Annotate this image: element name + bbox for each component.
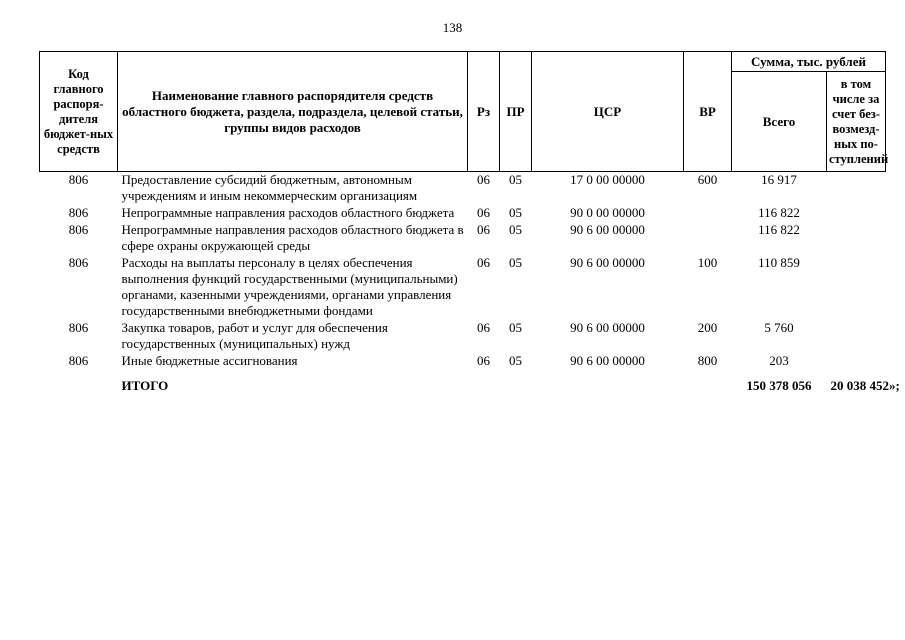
totals-spacer [532,370,684,394]
row-name: Предоставление субсидий бюджетным, автономным учреждениям и иным некоммерческим организациям [121,172,418,203]
row-pr: 05 [509,353,522,368]
row-pr: 05 [509,172,522,187]
row-vr [684,205,732,222]
totals-total: 150 378 056 [746,378,812,393]
totals-spacer [684,370,732,394]
row-name: Непрограммные направления расходов областного бюджета [121,205,455,220]
row-total: 116 822 [758,205,800,220]
table-row [40,353,886,370]
row-vr: 600 [697,172,718,187]
row-total: 203 [769,353,789,368]
budget-table [39,51,900,394]
row-code: 806 [68,320,89,335]
totals-spacer [468,370,500,394]
totals-row [40,370,886,394]
header-name: Наименование главного распорядителя средств областного бюджета, раздела, подраздела, целевой статьи, группы видов расходов [118,52,468,172]
row-csr: 90 6 00 00000 [570,222,645,237]
header-csr: ЦСР [532,52,684,172]
header-total: Всего [732,72,827,172]
row-incl [827,222,886,255]
header-vr: ВР [684,52,732,172]
row-total: 16 917 [761,172,797,187]
header-code: Код главного распоря-дителя бюджет-ных средств [40,52,118,172]
row-vr [684,222,732,255]
row-pr: 05 [509,222,522,237]
row-rz: 06 [477,172,490,187]
table-row [40,222,886,255]
header-rz: Рз [468,52,500,172]
row-incl [827,255,886,320]
totals-label: ИТОГО [121,378,169,393]
row-code: 806 [68,205,89,220]
row-rz: 06 [477,222,490,237]
table-row [40,320,886,353]
row-rz: 06 [477,255,490,270]
totals-incl: 20 038 452»; [830,378,900,393]
row-csr: 90 6 00 00000 [570,320,645,335]
table-row [40,172,886,206]
row-pr: 05 [509,205,522,220]
totals-spacer [40,370,118,394]
row-code: 806 [68,172,89,187]
row-csr: 90 0 00 00000 [570,205,645,220]
row-incl [827,353,886,370]
row-incl [827,172,886,206]
row-name: Непрограммные направления расходов областного бюджета в сфере охраны окружающей среды [121,222,464,253]
row-vr: 200 [697,320,718,335]
page-number: 138 [442,20,463,35]
table-row [40,205,886,222]
row-csr: 90 6 00 00000 [570,255,645,270]
totals-spacer [500,370,532,394]
row-rz: 06 [477,320,490,335]
header-incl: в том числе за счет без-возмезд-ных по-ступлений [827,72,886,172]
row-name: Закупка товаров, работ и услуг для обеспечения государственных (муниципальных) нужд [121,320,388,351]
table-row [40,255,886,320]
row-total: 5 760 [764,320,794,335]
row-total: 110 859 [758,255,800,270]
row-vr: 100 [697,255,718,270]
row-csr: 90 6 00 00000 [570,353,645,368]
row-code: 806 [68,353,89,368]
row-code: 806 [68,255,89,270]
header-sum: Сумма, тыс. рублей [732,52,886,72]
row-incl [827,320,886,353]
row-total: 116 822 [758,222,800,237]
row-rz: 06 [477,353,490,368]
header-pr: ПР [500,52,532,172]
row-rz: 06 [477,205,490,220]
row-vr: 800 [697,353,718,368]
row-pr: 05 [509,320,522,335]
row-code: 806 [68,222,89,237]
row-name: Расходы на выплаты персоналу в целях обеспечения выполнения функций государственными (муниципальными) органами, казенными учреждениями, органами управления государственными внебюджетными фондами [121,255,458,318]
row-incl [827,205,886,222]
row-name: Иные бюджетные ассигнования [121,353,298,368]
row-pr: 05 [509,255,522,270]
row-csr: 17 0 00 00000 [570,172,645,187]
